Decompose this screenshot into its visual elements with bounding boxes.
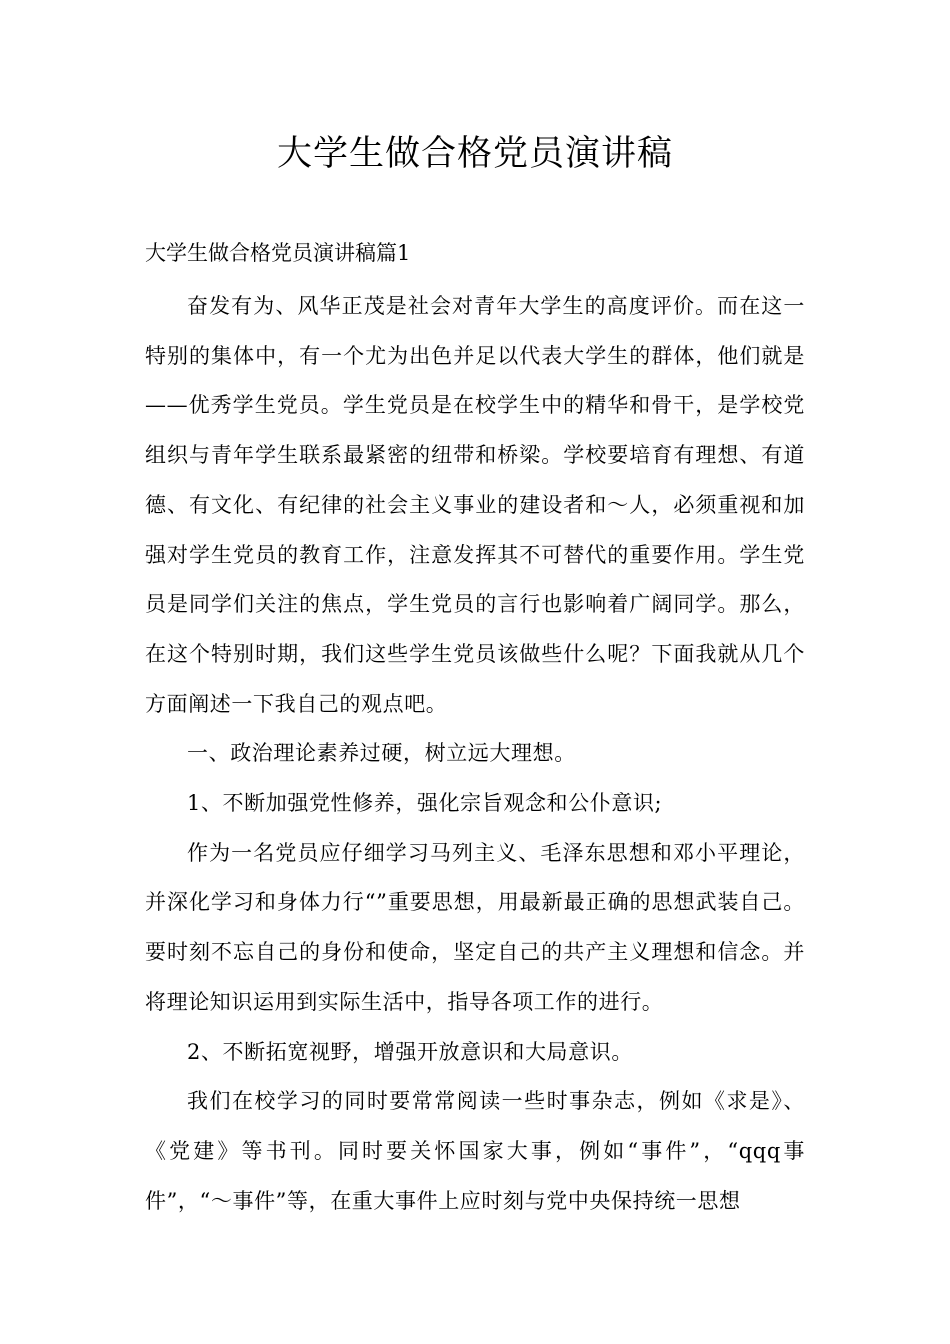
paragraph: 我们在校学习的同时要常常阅读一些时事杂志，例如《求是》、《党建》等书刊。同时要关怀国家大事，例如“事件”，“qqq事件”，“～事件”等，在重大事件上应时刻与党中央保持统一思想 bbox=[145, 1089, 805, 1213]
paragraph: 2、不断拓宽视野，增强开放意识和大局意识。 bbox=[187, 1039, 633, 1064]
paragraph: 作为一名党员应仔细学习马列主义、毛泽东思想和邓小平理论，并深化学习和身体力行“”重要思想，用最新最正确的思想武装自己。要时刻不忘自己的身份和使命，坚定自己的共产主义理想和信念。并将理论知识运用到实际生活中，指导各项工作的进行。 bbox=[145, 840, 805, 1014]
paragraph: 一、政治理论素养过硬，树立远大理想。 bbox=[187, 741, 576, 766]
document-title: 大学生做合格党员演讲稿 bbox=[276, 134, 673, 174]
document-subtitle: 大学生做合格党员演讲稿篇1 bbox=[145, 241, 411, 265]
paragraph: 奋发有为、风华正茂是社会对青年大学生的高度评价。而在这一特别的集体中，有一个尤为出色并足以代表大学生的群体，他们就是——优秀学生党员。学生党员是在校学生中的精华和骨干，是学校党组织与青年学生联系最紧密的纽带和桥梁。学校要培育有理想、有道德、有文化、有纪律的社会主义事业的建设者和～人，必须重视和加强对学生党员的教育工作，注意发挥其不可替代的重要作用。学生党员是同学们关注的焦点，学生党员的言行也影响着广阔同学。那么，在这个特别时期，我们这些学生党员该做些什么呢？下面我就从几个方面阐述一下我自己的观点吧。 bbox=[145, 294, 805, 716]
document-body bbox=[145, 282, 805, 1226]
paragraph: 1、不断加强党性修养，强化宗旨观念和公仆意识; bbox=[187, 791, 663, 816]
